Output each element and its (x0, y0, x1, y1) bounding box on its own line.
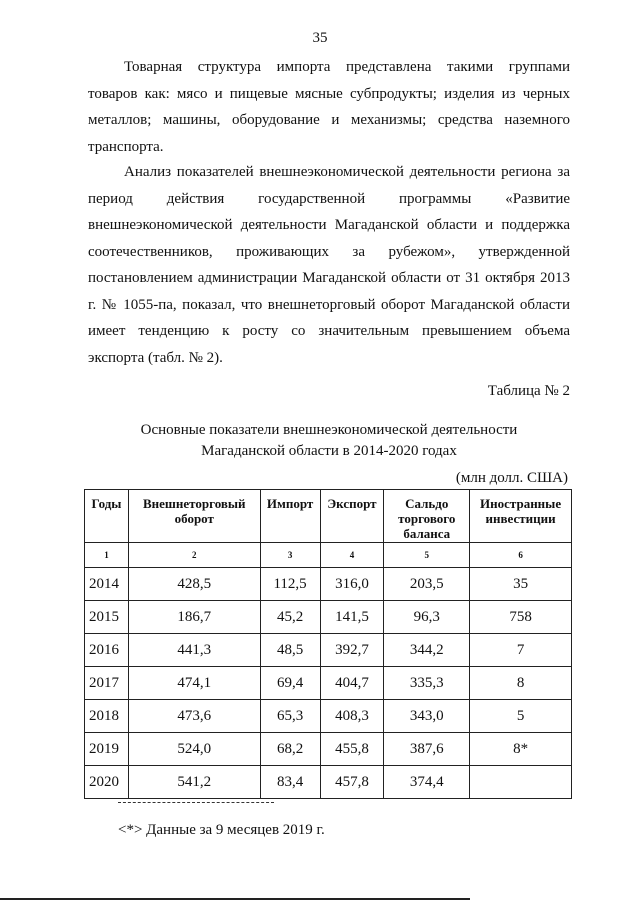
cell-import: 45,2 (260, 601, 320, 634)
cell-year: 2020 (85, 766, 129, 799)
table-row (85, 568, 572, 601)
cell-export: 404,7 (320, 667, 384, 700)
cell-balance: 96,3 (384, 601, 470, 634)
bottom-rule (0, 898, 470, 900)
table-title (88, 420, 570, 462)
cell-balance: 344,2 (384, 634, 470, 667)
page-number: 35 (312, 30, 328, 46)
cell-turnover: 524,0 (128, 733, 260, 766)
cell-year: 2014 (85, 568, 129, 601)
column-number: 5 (384, 543, 470, 568)
paragraph-line: имеет тенденцию к росту со значительным превышением объема (88, 323, 570, 339)
paragraph-line: период действия государственной программы «Развитие (88, 190, 570, 207)
table-label: Таблица № 2 (487, 383, 570, 399)
footnote-separator (118, 802, 274, 803)
cell-turnover: 474,1 (128, 667, 260, 700)
paragraph-line: товаров как: мясо и пищевые мясные субпродукты; изделия из черных (88, 85, 570, 102)
cell-investment: 7 (470, 634, 572, 667)
paragraph-line: соотечественников, проживающих за рубежом», утвержденной (88, 243, 570, 260)
cell-export: 141,5 (320, 601, 384, 634)
table-header-row (85, 490, 572, 543)
footnote: <*> Данные за 9 месяцев 2019 г. (118, 822, 325, 838)
cell-export: 408,3 (320, 700, 384, 733)
paragraph-line: транспорта. (88, 138, 164, 155)
column-number: 3 (260, 543, 320, 568)
table-row (85, 667, 572, 700)
column-number: 2 (128, 543, 260, 568)
header-foreign-investment: Иностранные инвестиции (470, 490, 572, 543)
cell-balance: 374,4 (384, 766, 470, 799)
cell-investment (470, 766, 572, 799)
cell-balance: 343,0 (384, 700, 470, 733)
indicators-table (84, 489, 572, 799)
column-number: 4 (320, 543, 384, 568)
paragraph-line: металлов; машины, оборудование и механизмы; средства наземного (88, 112, 570, 128)
cell-turnover: 428,5 (128, 568, 260, 601)
cell-import: 48,5 (260, 634, 320, 667)
cell-year: 2015 (85, 601, 129, 634)
cell-investment: 35 (470, 568, 572, 601)
table-title-line: Магаданской области в 2014-2020 годах (201, 443, 457, 459)
cell-turnover: 441,3 (128, 634, 260, 667)
cell-import: 68,2 (260, 733, 320, 766)
paragraph-line: Товарная структура импорта представлена такими группами (124, 59, 570, 75)
paragraph-analysis (88, 159, 570, 371)
cell-investment: 8 (470, 667, 572, 700)
cell-import: 112,5 (260, 568, 320, 601)
cell-turnover: 186,7 (128, 601, 260, 634)
cell-export: 455,8 (320, 733, 384, 766)
table-row (85, 766, 572, 799)
cell-year: 2019 (85, 733, 129, 766)
paragraph-line: экспорта (табл. № 2). (88, 349, 223, 366)
cell-import: 69,4 (260, 667, 320, 700)
paragraph-line: постановлением администрации Магаданской области от 31 октября 2013 (88, 270, 570, 286)
cell-export: 316,0 (320, 568, 384, 601)
cell-investment: 758 (470, 601, 572, 634)
header-import: Импорт (260, 490, 320, 543)
cell-balance: 387,6 (384, 733, 470, 766)
cell-investment: 8* (470, 733, 572, 766)
header-trade-balance: Сальдо торгового баланса (384, 490, 470, 543)
table-row (85, 733, 572, 766)
table-row (85, 634, 572, 667)
paragraph-line: Анализ показателей внешнеэкономической деятельности региона за (124, 164, 570, 180)
paragraph-import-structure (88, 54, 570, 160)
table-units: (млн долл. США) (455, 470, 568, 486)
cell-turnover: 541,2 (128, 766, 260, 799)
paragraph-line: г. № 1055-па, показал, что внешнеторговый оборот Магаданской области (88, 296, 570, 313)
column-number-row (85, 543, 572, 568)
header-export: Экспорт (320, 490, 384, 543)
cell-balance: 335,3 (384, 667, 470, 700)
cell-year: 2017 (85, 667, 129, 700)
cell-year: 2018 (85, 700, 129, 733)
paragraph-line: внешнеэкономической деятельности Магаданской области и поддержка (88, 217, 570, 233)
cell-export: 392,7 (320, 634, 384, 667)
cell-turnover: 473,6 (128, 700, 260, 733)
cell-export: 457,8 (320, 766, 384, 799)
table-row (85, 700, 572, 733)
column-number: 6 (470, 543, 572, 568)
table-title-line: Основные показатели внешнеэкономической деятельности (140, 422, 518, 438)
cell-year: 2016 (85, 634, 129, 667)
cell-balance: 203,5 (384, 568, 470, 601)
column-number: 1 (85, 543, 129, 568)
header-years: Годы (85, 490, 129, 543)
cell-investment: 5 (470, 700, 572, 733)
header-trade-turnover: Внешнеторговый оборот (128, 490, 260, 543)
cell-import: 83,4 (260, 766, 320, 799)
table-row (85, 601, 572, 634)
cell-import: 65,3 (260, 700, 320, 733)
